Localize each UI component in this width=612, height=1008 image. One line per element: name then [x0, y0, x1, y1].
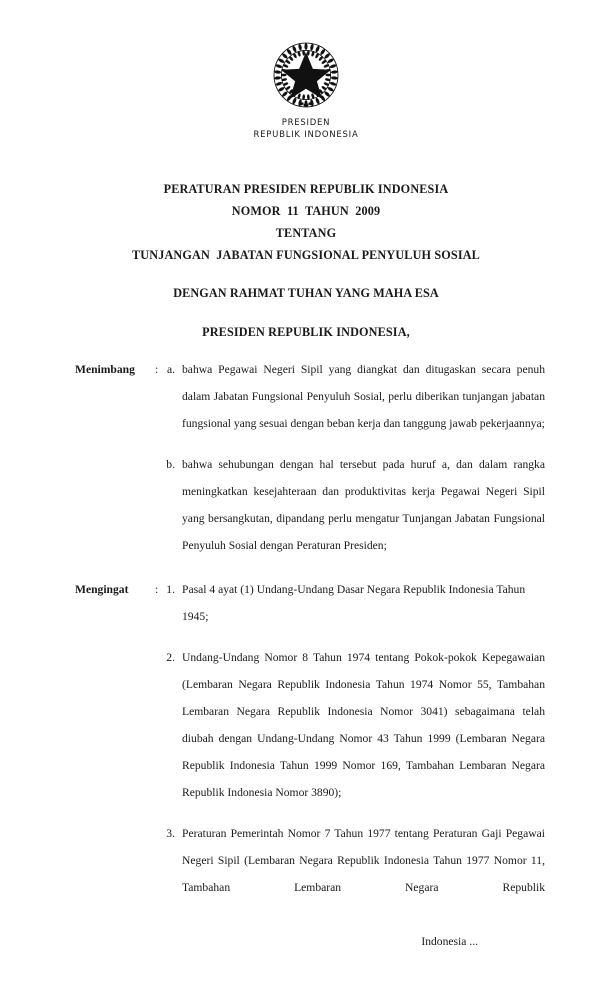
item-marker: b. [166, 458, 175, 471]
item-text: bahwa Pegawai Negeri Sipil yang diangkat dan ditugaskan secara penuh dalam Jabatan Fungsional Penyuluh Sosial, perlu diberikan tunjangan jabatan fungsional yang sesuai dengan beban kerja dan tanggung jawab pekerjaannya; [182, 363, 545, 430]
section-mengingat [0, 576, 612, 955]
regulation-number-line: NOMOR 11 TAHUN 2009 [231, 204, 381, 218]
about-label-line: TENTANG [275, 226, 337, 240]
emblem-caption [0, 118, 612, 141]
item-marker: 1. [166, 583, 175, 596]
title-spacer-1 [66, 266, 546, 282]
menimbang-item-list [0, 356, 612, 559]
issuer-line: PRESIDEN REPUBLIK INDONESIA, [202, 325, 410, 339]
document-title-block [66, 178, 546, 343]
section-label-mengingat: Mengingat [75, 583, 129, 596]
item-text: bahwa sehubungan dengan hal tersebut pada huruf a, dan dalam rangka meningkatkan kesejahteraan dan produktivitas kerja Pegawai Negeri Sipil yang bersangkutan, dipandang perlu mengatur Tunjangan Jabatan Fungsional Penyuluh Sosial dengan Peraturan Presiden; [182, 458, 545, 552]
letterhead [0, 36, 612, 141]
item-marker: a. [166, 363, 175, 376]
item-text: Peraturan Pemerintah Nomor 7 Tahun 1977 tentang Peraturan Gaji Pegawai Negeri Sipil (Lembaran Negara Republik Indonesia Tahun 1977 Nomor 11, Tambahan Lembaran Negara Republik [182, 827, 545, 894]
indonesia-presidential-seal-icon [267, 36, 345, 114]
regulation-subject-line: TUNJANGAN JABATAN FUNGSIONAL PENYULUH SOSIAL [132, 248, 480, 262]
item-marker: 2. [166, 651, 175, 664]
mengingat-item-list [0, 576, 612, 955]
document-body [0, 356, 612, 955]
section-label-menimbang: Menimbang [75, 363, 135, 376]
regulation-type-line: PERATURAN PRESIDEN REPUBLIK INDONESIA [163, 182, 449, 196]
item-marker: 3. [166, 827, 175, 840]
section-colon-menimbang: : [155, 363, 159, 376]
emblem-caption-line-1: PRESIDEN [281, 118, 331, 128]
emblem-caption-line-2: REPUBLIK INDONESIA [253, 129, 359, 140]
item-text: Undang-Undang Nomor 8 Tahun 1974 tentang Pokok-pokok Kepegawaian (Lembaran Negara Republik Indonesia Tahun 1974 Nomor 55, Tambahan Lembaran Negara Republik Indonesia Nomor 3041) sebagaimana telah diubah dengan Undang-Undang Nomor 43 Tahun 1999 (Lembaran Negara Republik Indonesia Tahun 1999 Nomor 169, Tambahan Lembaran Negara Republik Indonesia Nomor 3890); [182, 651, 545, 799]
list-item [0, 451, 612, 559]
page-continuation-catchword: Indonesia ... [421, 935, 478, 948]
section-colon-mengingat: : [155, 583, 159, 596]
list-item [0, 576, 612, 630]
list-item [0, 820, 612, 955]
section-menimbang [0, 356, 612, 559]
list-item [0, 356, 612, 437]
list-item [0, 644, 612, 806]
title-spacer-2 [66, 304, 546, 321]
invocation-line: DENGAN RAHMAT TUHAN YANG MAHA ESA [173, 286, 439, 300]
item-text: Pasal 4 ayat (1) Undang-Undang Dasar Negara Republik Indonesia Tahun 1945; [182, 583, 526, 623]
